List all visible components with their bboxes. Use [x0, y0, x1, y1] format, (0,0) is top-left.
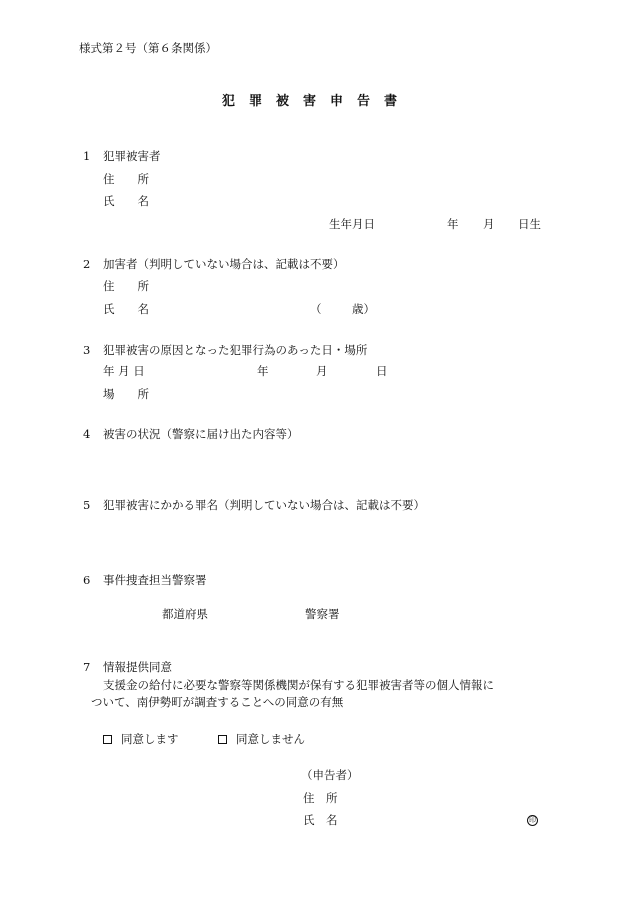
birth-month-label: 月 — [483, 217, 495, 231]
disagree-option[interactable] — [218, 734, 305, 746]
crime-day-label: 日 — [376, 364, 388, 378]
section-1-number: 1 — [83, 149, 91, 163]
age-label: 歳） — [352, 302, 375, 316]
applicant-address-label: 住 所 — [303, 791, 338, 805]
section-3-heading: 犯罪被害の原因となった犯罪行為のあった日・場所 — [103, 343, 368, 357]
birthdate-label: 生年月日 — [329, 217, 375, 231]
applicant-name-label: 氏 名 — [303, 813, 338, 827]
consent-text-line-1: 支援金の給付に必要な警察等関係機関が保有する犯罪被害者等の個人情報に — [103, 678, 494, 692]
section-5-number: 5 — [83, 498, 91, 512]
form-number: 様式第２号（第６条関係） — [79, 41, 217, 55]
offender-name-label: 氏 名 — [103, 302, 149, 316]
crime-date-label: 年 月 日 — [103, 364, 145, 378]
birth-day-label: 日生 — [518, 217, 541, 231]
section-3-number: 3 — [83, 343, 91, 357]
applicant-label: （申告者） — [301, 768, 359, 782]
agree-option[interactable] — [103, 734, 179, 746]
prefecture-label: 都道府県 — [162, 607, 208, 621]
section-7-heading: 情報提供同意 — [103, 660, 172, 674]
section-2-number: 2 — [83, 257, 91, 271]
crime-place-label: 場 所 — [103, 387, 149, 401]
offender-address-label: 住 所 — [103, 279, 149, 293]
section-4-number: 4 — [83, 427, 91, 441]
agree-label: 同意します — [121, 732, 179, 746]
birth-year-label: 年 — [447, 217, 459, 231]
section-6-number: 6 — [83, 573, 91, 587]
agree-checkbox[interactable] — [103, 735, 112, 744]
seal-icon: 印 — [529, 816, 536, 824]
section-5-heading: 犯罪被害にかかる罪名（判明していない場合は、記載は不要） — [103, 498, 425, 512]
police-station-label: 警察署 — [305, 607, 340, 621]
age-open-paren: （ — [310, 302, 322, 316]
section-2-heading: 加害者（判明していない場合は、記載は不要） — [103, 257, 345, 271]
disagree-checkbox[interactable] — [218, 735, 227, 744]
victim-name-label: 氏 名 — [103, 194, 149, 208]
section-1-heading: 犯罪被害者 — [103, 149, 161, 163]
crime-month-label: 月 — [316, 364, 328, 378]
section-6-heading: 事件捜査担当警察署 — [103, 573, 207, 587]
document-title: 犯罪被害申告書 — [222, 94, 412, 109]
section-7-number: 7 — [83, 660, 91, 674]
consent-text-line-2: ついて、南伊勢町が調査することへの同意の有無 — [91, 695, 344, 709]
victim-address-label: 住 所 — [103, 172, 149, 186]
crime-year-label: 年 — [257, 364, 269, 378]
section-4-heading: 被害の状況（警察に届け出た内容等） — [103, 427, 299, 441]
disagree-label: 同意しません — [236, 732, 305, 746]
